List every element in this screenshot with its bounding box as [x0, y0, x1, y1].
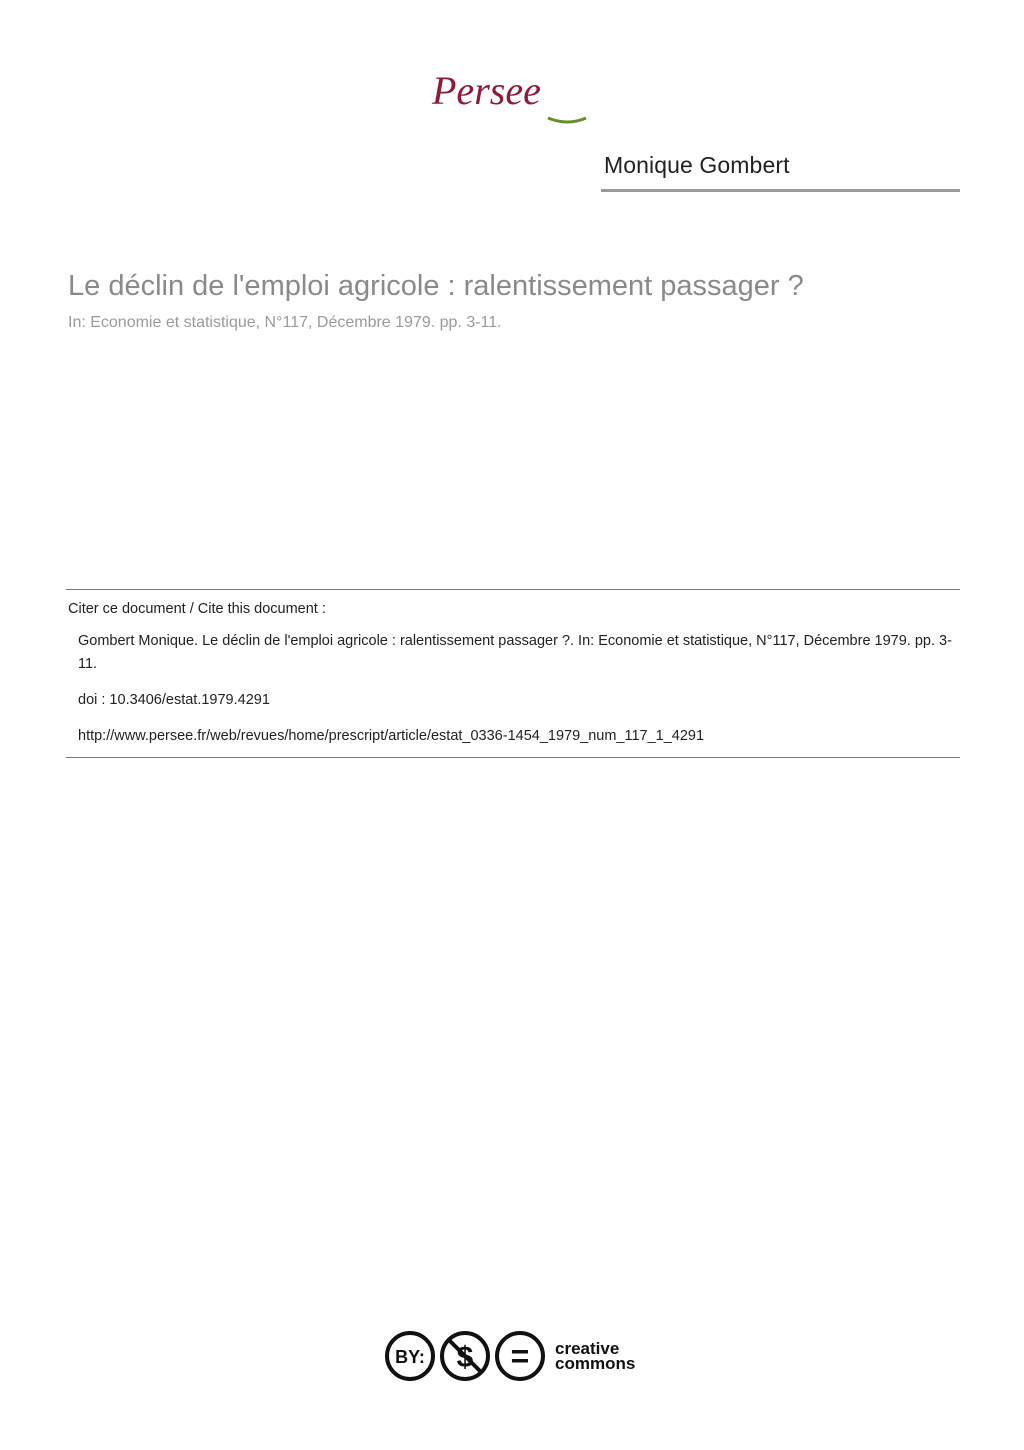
- by-icon-label: BY:: [395, 1347, 425, 1367]
- noncommercial-icon-label: $: [456, 1341, 474, 1374]
- citation-doi[interactable]: doi : 10.3406/estat.1979.4291: [78, 692, 270, 708]
- cc-label-line1: creative: [555, 1339, 620, 1358]
- persee-logo: [430, 60, 600, 130]
- article-title: Le déclin de l'emploi agricole : ralentissement passager ?: [68, 270, 804, 302]
- divider-bottom: [66, 757, 960, 758]
- author-name: Monique Gombert: [604, 152, 790, 178]
- noncommercial-icon: [442, 1333, 488, 1379]
- creative-commons-badge[interactable]: [384, 1327, 646, 1385]
- noderivs-icon-label: =: [510, 1338, 530, 1374]
- persee-logo-text: Persee: [432, 68, 541, 113]
- article-source: In: Economie et statistique, N°117, Décembre 1979. pp. 3-11.: [68, 314, 502, 331]
- cc-label-line2: commons: [555, 1354, 636, 1373]
- by-icon: [387, 1333, 433, 1379]
- noderivs-icon: [497, 1333, 543, 1379]
- logo-swoosh: [548, 118, 586, 122]
- divider-top: [66, 589, 960, 590]
- citation-text: Gombert Monique. Le déclin de l'emploi agricole : ralentissement passager ?. In: Economie et statistique, N°117, Décembre 1979. pp. 3-11.: [78, 633, 952, 672]
- citation-heading: Citer ce document / Cite this document :: [68, 601, 326, 617]
- citation-url[interactable]: http://www.persee.fr/web/revues/home/prescript/article/estat_0336-1454_1979_num_117_1_4291: [78, 728, 705, 744]
- author-underline: [601, 189, 960, 192]
